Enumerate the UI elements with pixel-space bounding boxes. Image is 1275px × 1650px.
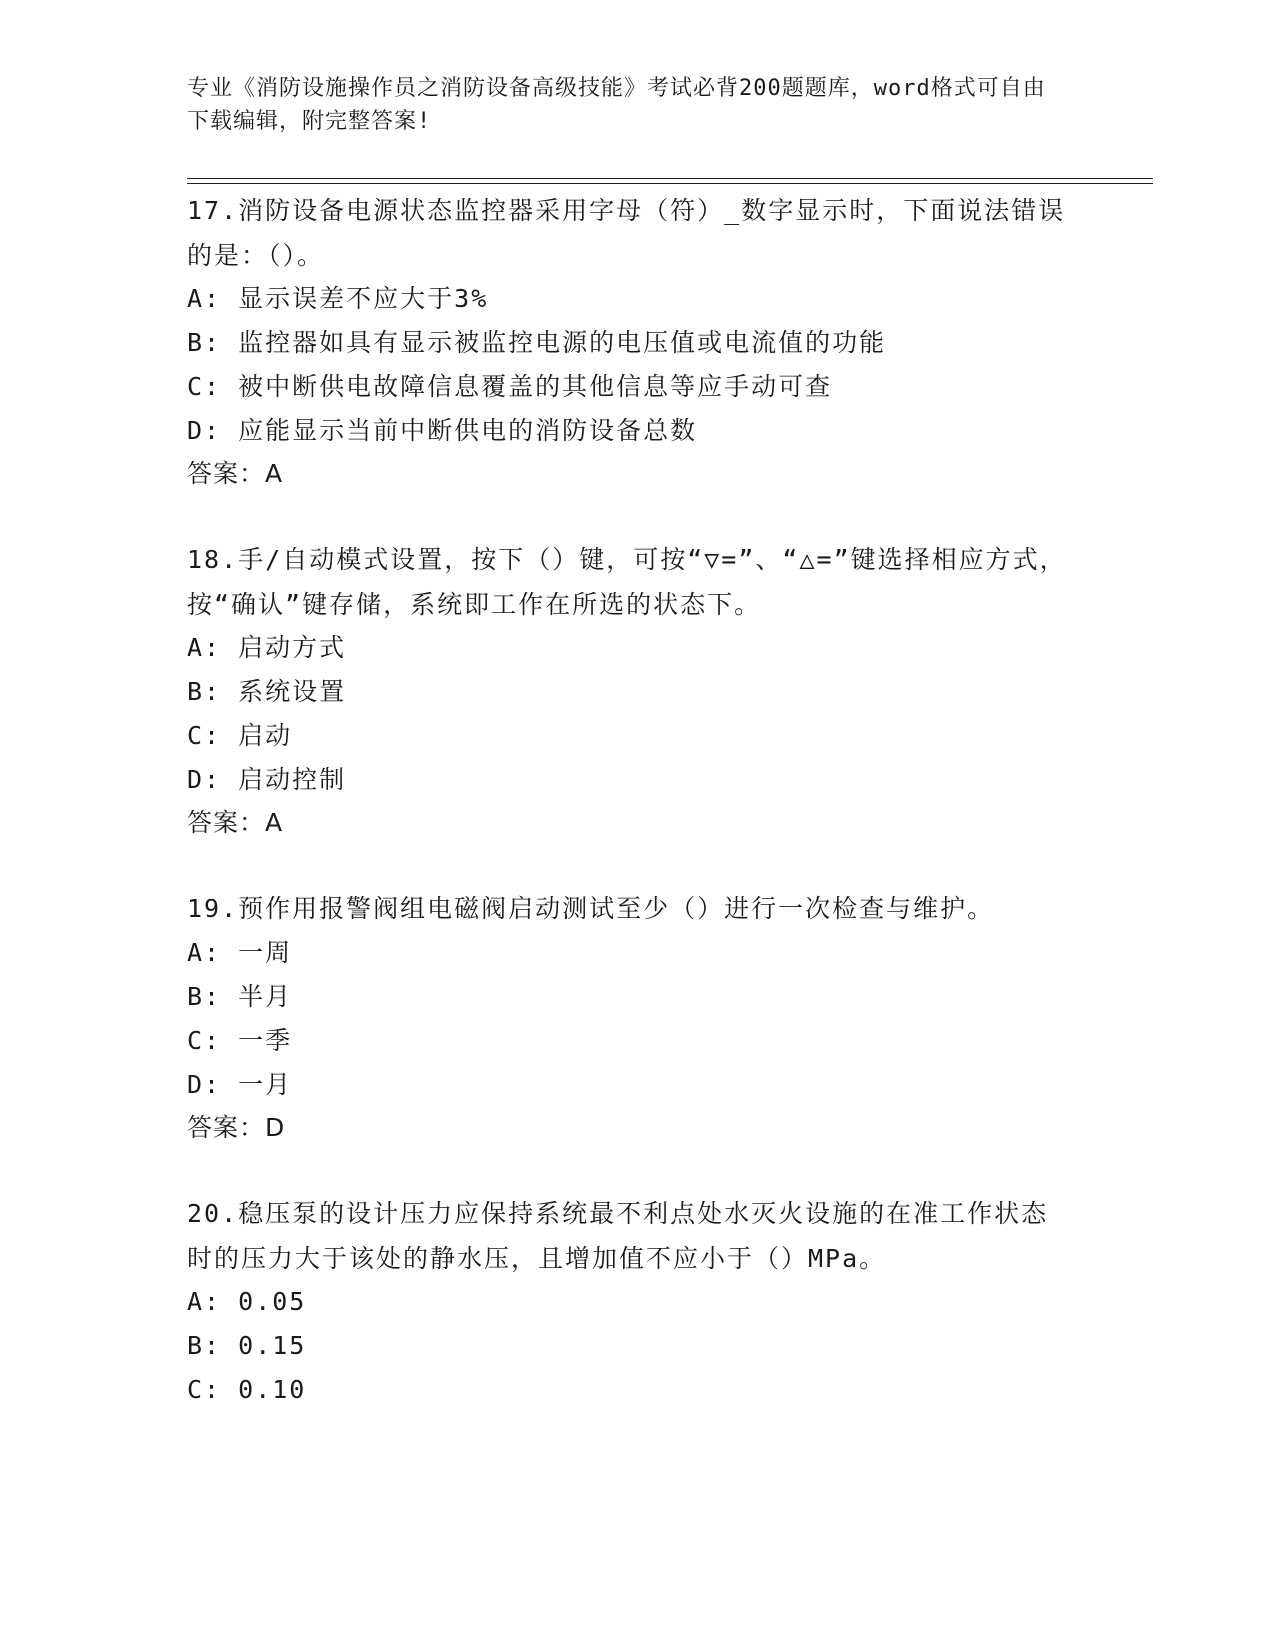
question-18-stem: 18.手/自动模式设置，按下（）键，可按“▽=”、“△=”键选择相应方式，按“确认”键存储，系统即工作在所选的状态下。	[187, 545, 1067, 619]
question-18-option-a: A: 启动方式	[187, 633, 347, 662]
question-19-answer: 答案：D	[187, 1113, 286, 1142]
question-17-answer: 答案：A	[187, 459, 284, 488]
question-20-option-a: A: 0.05	[187, 1287, 307, 1316]
question-20-option-b: B: 0.15	[187, 1331, 307, 1360]
question-17-option-c: C: 被中断供电故障信息覆盖的其他信息等应手动可查	[187, 372, 833, 401]
question-18-option-c: C: 启动	[187, 721, 293, 750]
question-17-option-d: D: 应能显示当前中断供电的消防设备总数	[187, 416, 698, 445]
question-19-option-c: C: 一季	[187, 1026, 293, 1055]
header-divider-top	[187, 178, 1153, 179]
document-header: 专业《消防设施操作员之消防设备高级技能》考试必背200题题库，word格式可自由下载编辑，附完整答案!	[187, 76, 1046, 134]
header-divider-bottom	[187, 183, 1153, 184]
question-19-stem: 19.预作用报警阀组电磁阀启动测试至少（）进行一次检查与维护。	[187, 894, 995, 923]
question-18-option-d: D: 启动控制	[187, 765, 347, 794]
question-19-option-b: B: 半月	[187, 982, 293, 1011]
question-20-stem: 20.稳压泵的设计压力应保持系统最不利点处水灭火设施的在准工作状态时的压力大于该处的静水压，且增加值不应小于（）MPa。	[187, 1199, 1049, 1273]
question-18-answer: 答案：A	[187, 808, 284, 837]
question-17-option-b: B: 监控器如具有显示被监控电源的电压值或电流值的功能	[187, 328, 887, 357]
question-19-option-a: A: 一周	[187, 938, 293, 967]
question-17-option-a: A: 显示误差不应大于3%	[187, 284, 489, 313]
question-18-option-b: B: 系统设置	[187, 677, 347, 706]
question-20-option-c: C: 0.10	[187, 1375, 307, 1404]
question-19-option-d: D: 一月	[187, 1070, 293, 1099]
question-17-stem: 17.消防设备电源状态监控器采用字母（符）_数字显示时，下面说法错误的是：（）。	[187, 196, 1066, 270]
